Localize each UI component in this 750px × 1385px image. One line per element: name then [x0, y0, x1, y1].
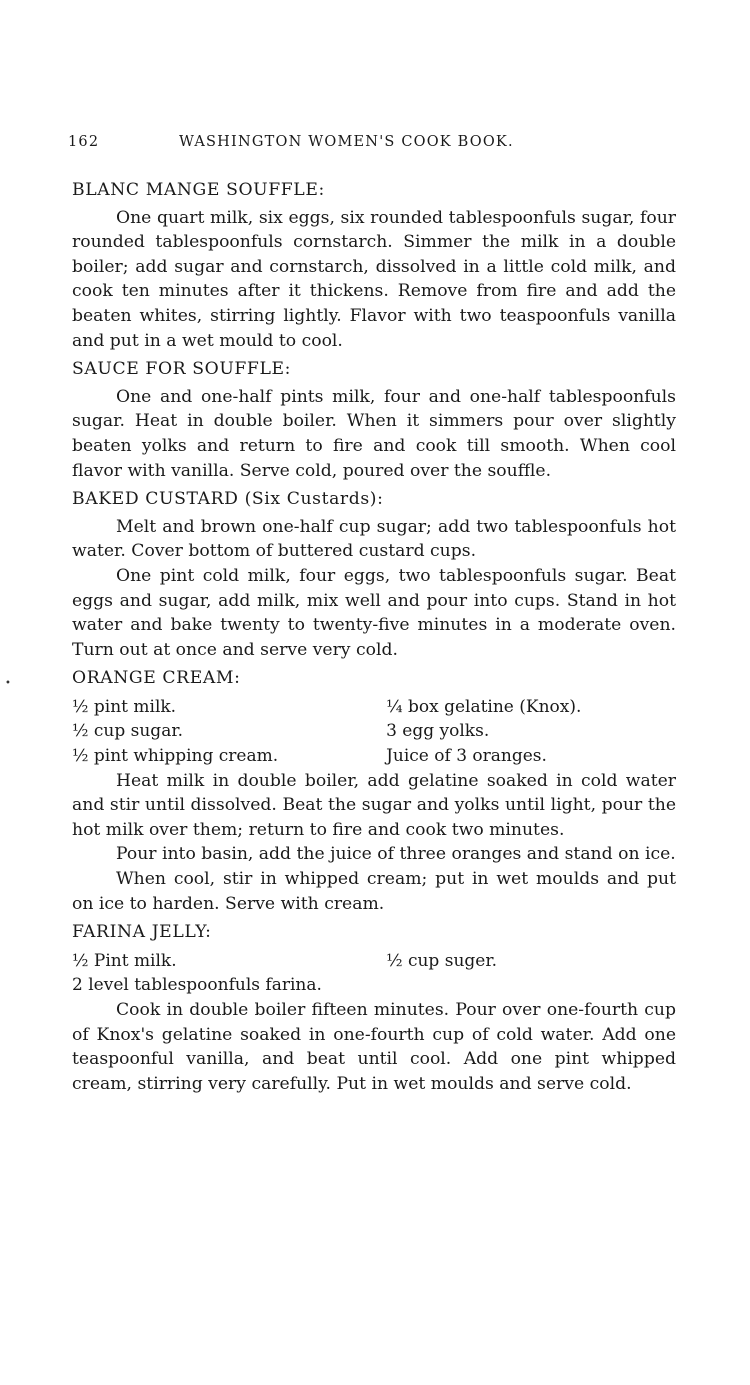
recipe-title: BAKED CUSTARD (Six Custards): [72, 489, 384, 510]
ingredient-item: Juice of 3 oranges. [386, 746, 547, 767]
recipe-title: FARINA JELLY: [72, 922, 212, 943]
ingredient-item: 2 level tablespoonfuls farina. [72, 975, 322, 996]
page-header [68, 134, 678, 158]
recipe-title: SAUCE FOR SOUFFLE: [72, 359, 292, 380]
recipe-orange-cream [72, 666, 676, 916]
recipe-paragraph: Cook in double boiler fifteen minutes. Pour over one-fourth cup of Knox's gelatine soaked in one-fourth cup of cold water. Add one teaspoonful vanilla, and beat until cool. Add one pint whipped cream, stirring very carefully. Put in wet moulds and serve cold. [72, 1000, 676, 1094]
ingredient-row [72, 695, 676, 720]
recipe-paragraph: Melt and brown one-half cup sugar; add two tablespoonfuls hot water. Cover bottom of buttered custard cups. [72, 516, 676, 562]
recipe-paragraph: One quart milk, six eggs, six rounded tablespoonfuls sugar, four rounded tablespoonfuls cornstarch. Simmer the milk in a double boiler; add sugar and cornstarch, dissolved in a little cold milk, and cook ten minutes after it thickens. Remove from fire and add the beaten whites, stirring lightly. Flavor with two teaspoonfuls vanilla and put in a wet mould to cool. [72, 207, 676, 351]
ingredient-row [72, 719, 676, 744]
recipe-title: ORANGE CREAM: [72, 668, 241, 689]
ingredient-row [72, 973, 676, 998]
ingredient-item [386, 973, 676, 998]
ingredient-list [72, 949, 676, 998]
ingredient-row [72, 949, 676, 974]
ingredient-list [72, 695, 676, 769]
recipe-blanc-mange-souffle [72, 178, 676, 353]
ingredient-item: ½ pint milk. [72, 696, 177, 717]
ingredient-row [72, 744, 676, 769]
running-title: WASHINGTON WOMEN'S COOK BOOK. [179, 134, 514, 150]
recipe-paragraph: Pour into basin, add the juice of three oranges and stand on ice. [116, 844, 676, 865]
ingredient-item: ½ cup suger. [386, 950, 497, 971]
recipe-paragraph: One and one-half pints milk, four and one-half tablespoonfuls sugar. Heat in double boiler. When it simmers pour over slightly beaten yolks and return to fire and cook till smooth. When cool flavor with vanilla. Serve cold, poured over the souffle. [72, 386, 676, 481]
page-number: 162 [68, 134, 100, 150]
recipe-sauce-for-souffle [72, 357, 676, 483]
page-content [72, 178, 676, 1096]
ingredient-item: ½ cup sugar. [72, 721, 183, 742]
recipe-title: BLANC MANGE SOUFFLE: [72, 180, 325, 200]
ingredient-item: ¼ box gelatine (Knox). [386, 696, 582, 717]
recipe-paragraph: Heat milk in double boiler, add gelatine soaked in cold water and stir until dissolved. Beat the sugar and yolks until light, pour the hot milk over them; return to fire and cook two minutes. [72, 770, 676, 840]
recipe-farina-jelly [72, 920, 676, 1096]
scan-speck: • [5, 678, 11, 689]
ingredient-item: 3 egg yolks. [386, 721, 490, 742]
ingredient-item: ½ Pint milk. [72, 950, 177, 971]
recipe-paragraph: When cool, stir in whipped cream; put in wet moulds and put on ice to harden. Serve with cream. [72, 869, 676, 914]
recipe-paragraph: One pint cold milk, four eggs, two tablespoonfuls sugar. Beat eggs and sugar, add milk, mix well and pour into cups. Stand in hot water and bake twenty to twenty-five minutes in a moderate oven. Turn out at once and serve very cold. [72, 565, 676, 660]
ingredient-item: ½ pint whipping cream. [72, 746, 279, 767]
recipe-baked-custard [72, 487, 676, 662]
